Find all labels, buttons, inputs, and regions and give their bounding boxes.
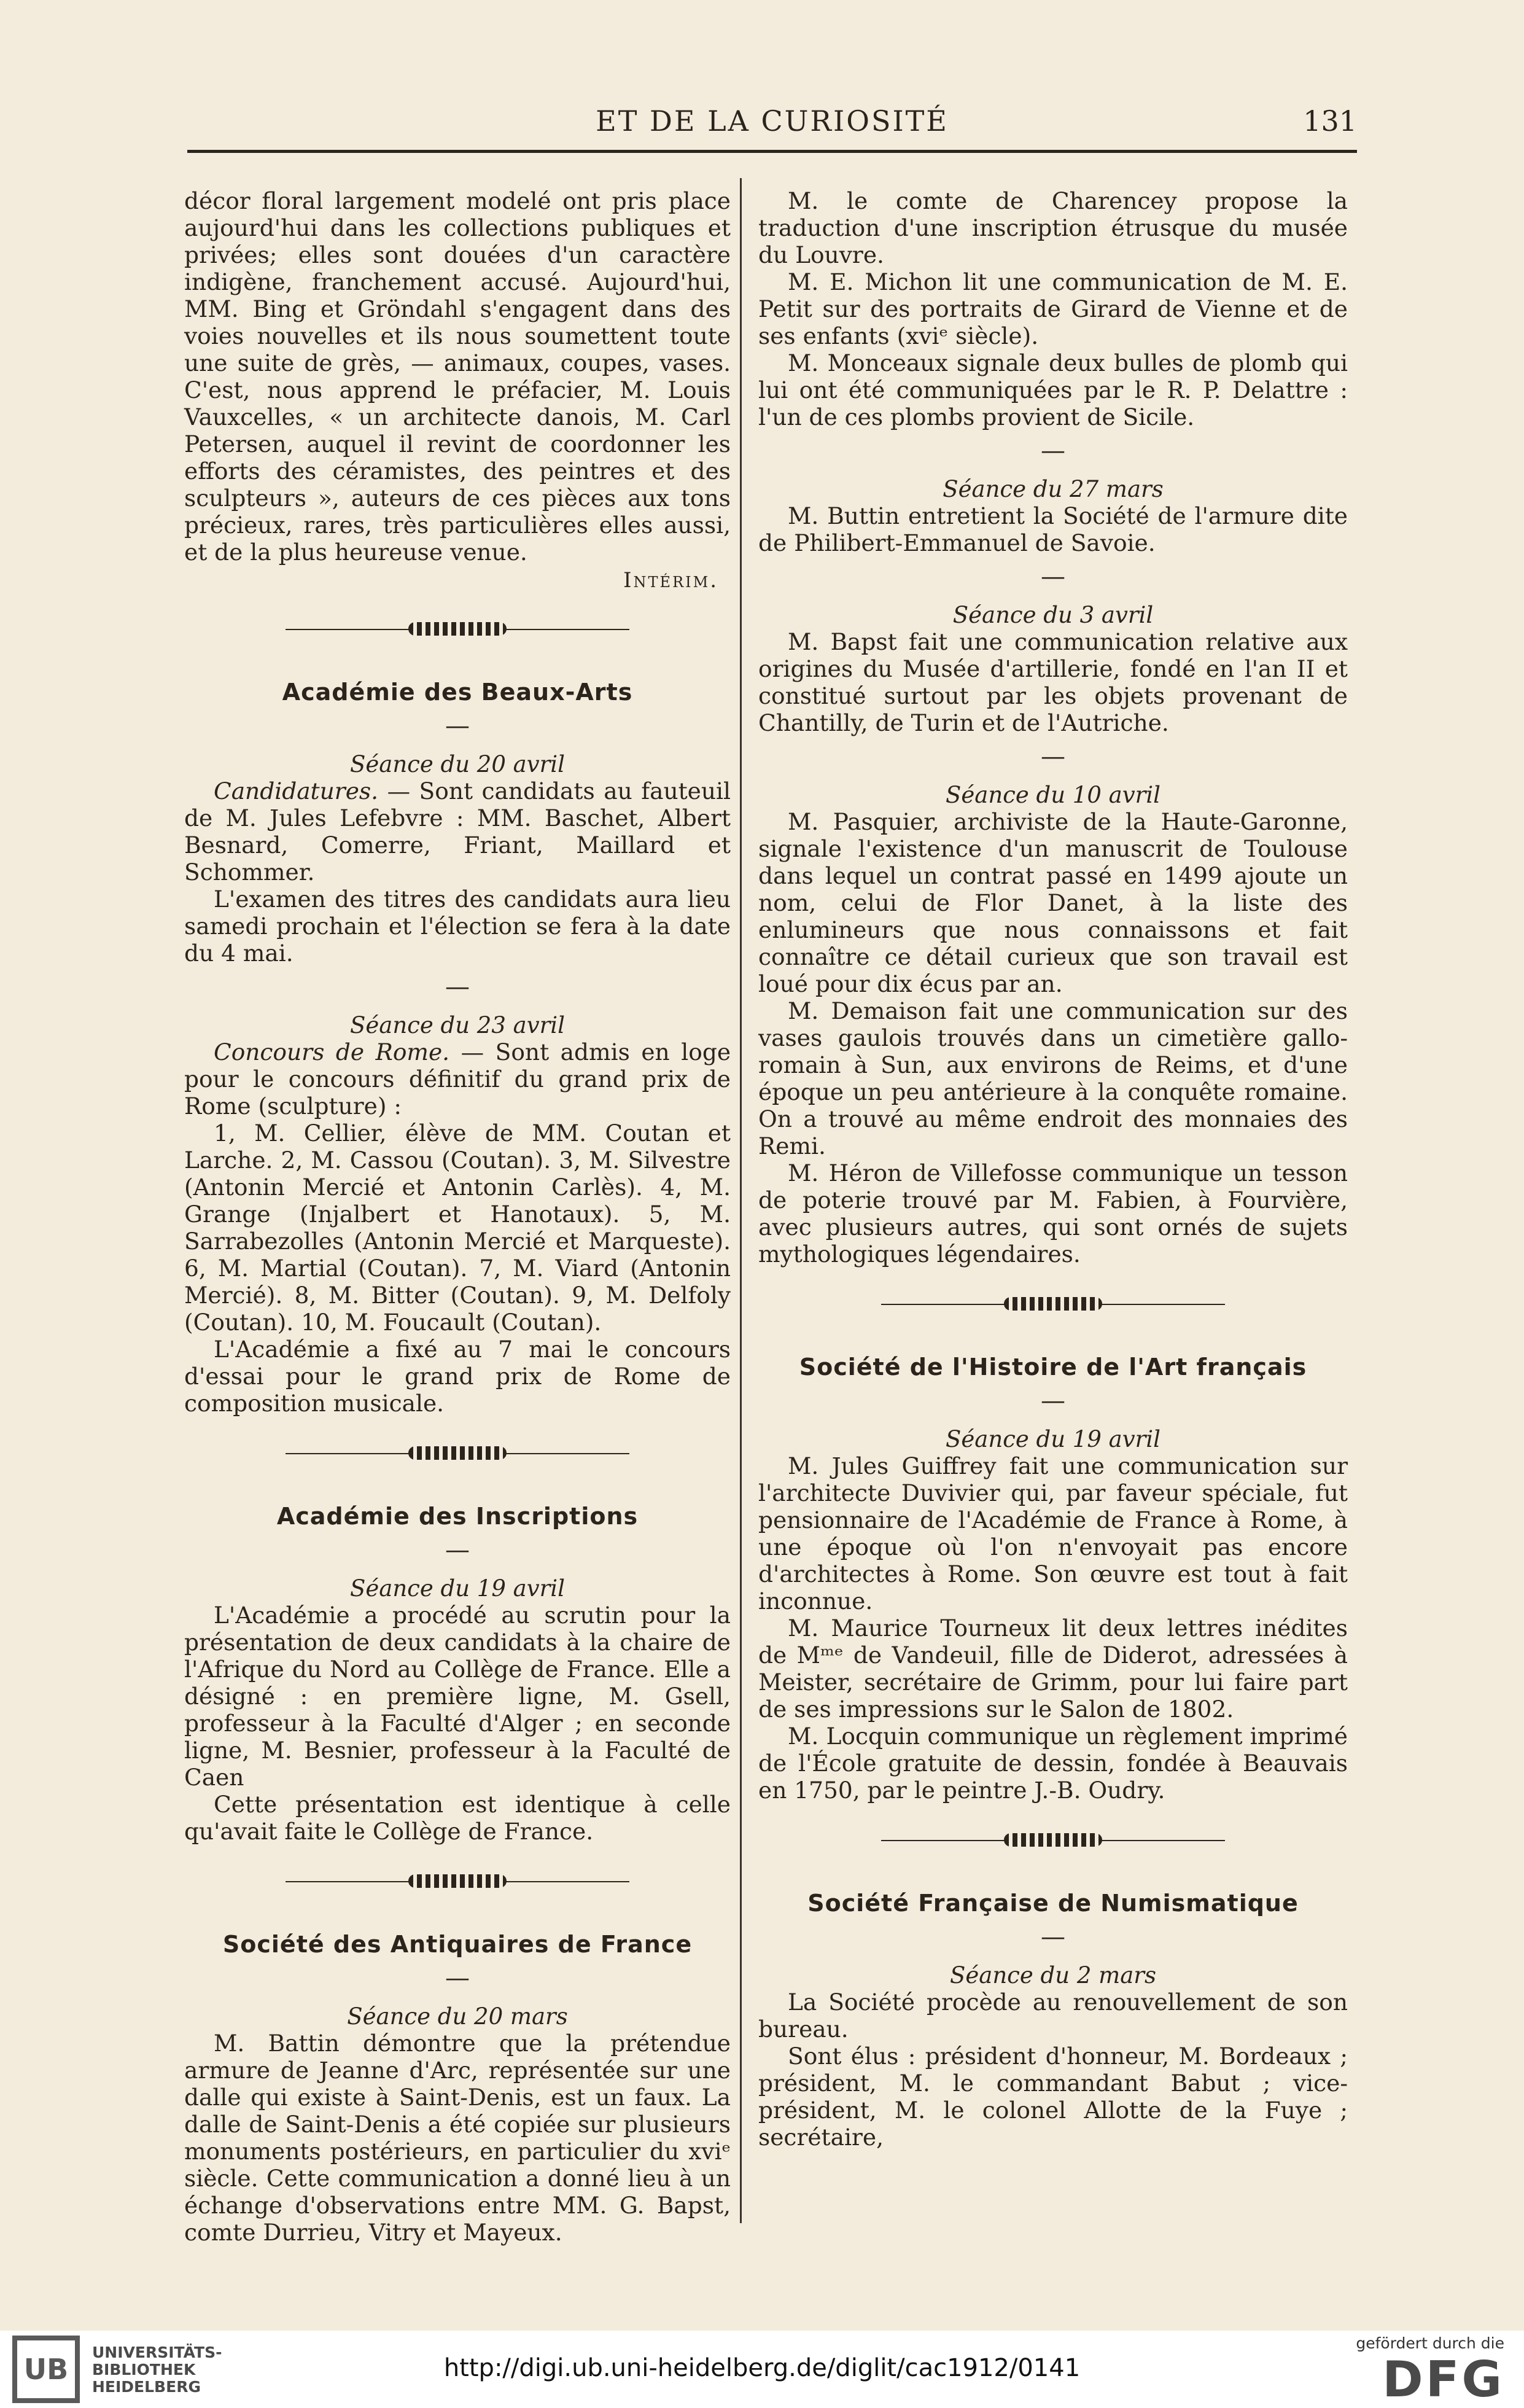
paragraph: M. Jules Guiffrey fait une communication sur l'architecte Duvivier qui, par faveur spéciale, fut pensionnaire de l'Académie de France à Rome, à une époque où l'on n'envoyait pas encore d'architectes à Rome. Son œuvre est tout à fait inconnue. <box>758 1452 1348 1615</box>
paragraph-lead: Concours de Rome. <box>214 1038 450 1066</box>
paragraph: La Société procède au renouvellement de son bureau. <box>758 1989 1348 2043</box>
paragraph: M. Pasquier, archiviste de la Haute-Garonne, signale l'existence d'un manuscrit de Toulouse dans lequel un contrat passé en 1499 ajoute un nom, celui de Flor Danet, à la liste des enlumineurs que nous connaissons et fait connaître ce détail curieux que son travail est loué pour dix écus par an. <box>758 808 1348 997</box>
seance-title: Séance du 23 avril <box>350 1012 565 1038</box>
dash-separator: — <box>1041 742 1065 771</box>
seance-title: Séance du 20 mars <box>347 2003 568 2030</box>
seance-title: Séance du 27 mars <box>943 476 1164 502</box>
university-name-line: BIBLIOTHEK <box>92 2361 196 2379</box>
paragraph <box>184 777 731 886</box>
dash-separator: — <box>1041 1387 1065 1415</box>
page-number: 131 <box>1303 104 1357 138</box>
dash-separator: — <box>445 973 470 1001</box>
paragraph: M. Demaison fait une communication sur des vases gaulois trouvés dans un cimetière gallo-romain à Sun, aux environs de Reims, et d'une époque un peu antérieure à la conquête romaine. On a trouvé au même endroit des monnaies des Remi. <box>758 997 1348 1159</box>
section-title-numismatique: Société Française de Numismatique <box>807 1890 1299 1917</box>
paragraph <box>184 1038 731 1120</box>
intro-paragraph: décor floral largement modelé ont pris place aujourd'hui dans les collections publiques et privées; elles sont douées d'un caractère indigène, franchement accusé. Aujourd'hui, MM. Bing et Gröndahl s'engagent dans des voies nouvelles et ils nous soumettent toute une suite de grès, — animaux, coupes, vases. C'est, nous apprend le préfacier, M. Louis Vauxcelles, « un architecte danois, M. Carl Petersen, auquel il revint de coordonner les efforts des céramistes, des peintres et des sculpteurs », auteurs de ces pièces aux tons précieux, rares, très particulières elles aussi, et de la plus heureuse venue. <box>184 187 731 566</box>
seance-title: Séance du 20 avril <box>350 751 565 777</box>
paragraph: M. E. Michon lit une communication de M. E. Petit sur des portraits de Girard de Vienne et de ses enfants (xviᵉ siècle). <box>758 268 1348 349</box>
section-title-antiquaires: Société des Antiquaires de France <box>222 1931 693 1958</box>
paragraph: L'examen des titres des candidats aura lieu samedi prochain et l'élection se fera à la date du 4 mai. <box>184 886 731 967</box>
university-name-line: UNIVERSITÄTS- <box>92 2344 222 2361</box>
paragraph: 1, M. Cellier, élève de MM. Coutan et Larche. 2, M. Cassou (Coutan). 3, M. Silvestre (Antonin Mercié et Antonin Carlès). 4, M. Grange (Injalbert et Hanotaux). 5, M. Sarrabezolles (Antonin Mercié et Marqueste). 6, M. Martial (Coutan). 7, M. Viard (Antonin Mercié). 8, M. Bitter (Coutan). 9, M. Delfoly (Coutan). 10, M. Foucault (Coutan). <box>184 1120 731 1336</box>
left-column <box>184 187 731 2246</box>
dash-separator: — <box>1041 437 1065 465</box>
seance-title: Séance du 3 avril <box>952 602 1154 628</box>
section-title-inscriptions: Académie des Inscriptions <box>276 1503 639 1530</box>
ornament-divider <box>286 1869 629 1894</box>
paragraph: M. Battin démontre que la prétendue armure de Jeanne d'Arc, représentée sur une dalle qui existe à Saint-Denis, est un faux. La dalle de Saint-Denis a été copiée sur plusieurs monuments postérieurs, en particulier du xviᵉ siècle. Cette communication a donné lieu à un échange d'observations entre MM. G. Bapst, comte Durrieu, Vitry et Mayeux. <box>184 2030 731 2246</box>
paragraph: M. Maurice Tourneux lit deux lettres inédites de Mᵐᵉ de Vandeuil, fille de Diderot, adressées à Meister, secrétaire de Grimm, pour lui faire part de ses impressions sur le Salon de 1802. <box>758 1615 1348 1723</box>
university-name-line: HEIDELBERG <box>92 2378 201 2396</box>
digitization-footer <box>0 2331 1524 2408</box>
right-column <box>758 187 1348 2151</box>
paragraph: Sont élus : président d'honneur, M. Bordeaux ; président, M. le commandant Babut ; vice-président, M. le colonel Allotte de la Fuye ; secrétaire, <box>758 2043 1348 2151</box>
university-logo-icon: UB <box>12 2336 80 2403</box>
seance-title: Séance du 2 mars <box>950 1962 1156 1989</box>
dash-separator: — <box>445 712 470 740</box>
paragraph: M. Monceaux signale deux bulles de plomb qui lui ont été communiquées par le R. P. Delattre : l'un de ces plombs provient de Sicile. <box>758 349 1348 431</box>
section-title-histoire-art: Société de l'Histoire de l'Art français <box>799 1354 1307 1381</box>
paragraph: M. le comte de Charencey propose la traduction d'une inscription étrusque du musée du Louvre. <box>758 187 1348 268</box>
running-title: ET DE LA CURIOSITÉ <box>596 104 949 138</box>
paragraph: M. Locquin communique un règlement imprimé de l'École gratuite de dessin, fondée à Beauvais en 1750, par le peintre J.-B. Oudry. <box>758 1723 1348 1804</box>
dash-separator: — <box>1041 563 1065 591</box>
paragraph: M. Bapst fait une communication relative aux origines du Musée d'artillerie, fondé en l'an II et constitué surtout par les objets provenant de Chantilly, de Turin et de l'Autriche. <box>758 628 1348 736</box>
paragraph-text: — Sont candidats au fauteuil de M. Jules Lefebvre : MM. Baschet, Albert Besnard, Comerre, Friant, Maillard et Schommer. <box>184 777 731 886</box>
paragraph-text: — Sont admis en loge pour le concours définitif du grand prix de Rome (sculpture) : <box>184 1038 731 1120</box>
dfg-logo: DFG <box>1382 2351 1504 2408</box>
column-divider <box>740 178 742 2223</box>
paragraph: Cette présentation est identique à celle qu'avait faite le Collège de France. <box>184 1791 731 1845</box>
seance-title: Séance du 19 avril <box>350 1575 565 1602</box>
ornament-divider <box>286 617 629 642</box>
ornament-divider <box>881 1828 1225 1853</box>
paragraph-lead: Candidatures. <box>214 777 379 805</box>
dash-separator: — <box>445 1964 470 1992</box>
paragraph: L'Académie a fixé au 7 mai le concours d'essai pour le grand prix de Rome de composition musicale. <box>184 1336 731 1417</box>
dash-separator: — <box>445 1536 470 1564</box>
funding-label: gefördert durch die <box>1356 2334 1504 2352</box>
paragraph: M. Héron de Villefosse communique un tesson de poterie trouvé par M. Fabien, à Fourvière, avec plusieurs autres, qui sont ornés de sujets mythologiques légendaires. <box>758 1159 1348 1268</box>
ornament-divider <box>881 1292 1225 1317</box>
paragraph: M. Buttin entretient la Société de l'armure dite de Philibert-Emmanuel de Savoie. <box>758 502 1348 556</box>
seance-title: Séance du 10 avril <box>946 782 1160 808</box>
signature: Intérim. <box>623 568 718 593</box>
ornament-divider <box>286 1441 629 1466</box>
section-title-beaux-arts: Académie des Beaux-Arts <box>282 679 633 706</box>
page-header <box>187 92 1357 141</box>
paragraph: L'Académie a procédé au scrutin pour la présentation de deux candidats à la chaire de l'Afrique du Nord au Collège de France. Elle a désigné : en première ligne, M. Gsell, professeur à la Faculté d'Alger ; en seconde ligne, M. Besnier, professeur à la Faculté de Caen <box>184 1602 731 1791</box>
dash-separator: — <box>1041 1923 1065 1951</box>
seance-title: Séance du 19 avril <box>946 1426 1160 1452</box>
permalink-url[interactable]: http://digi.ub.uni-heidelberg.de/diglit/cac1912/0141 <box>443 2354 1081 2382</box>
header-rule <box>187 150 1357 153</box>
